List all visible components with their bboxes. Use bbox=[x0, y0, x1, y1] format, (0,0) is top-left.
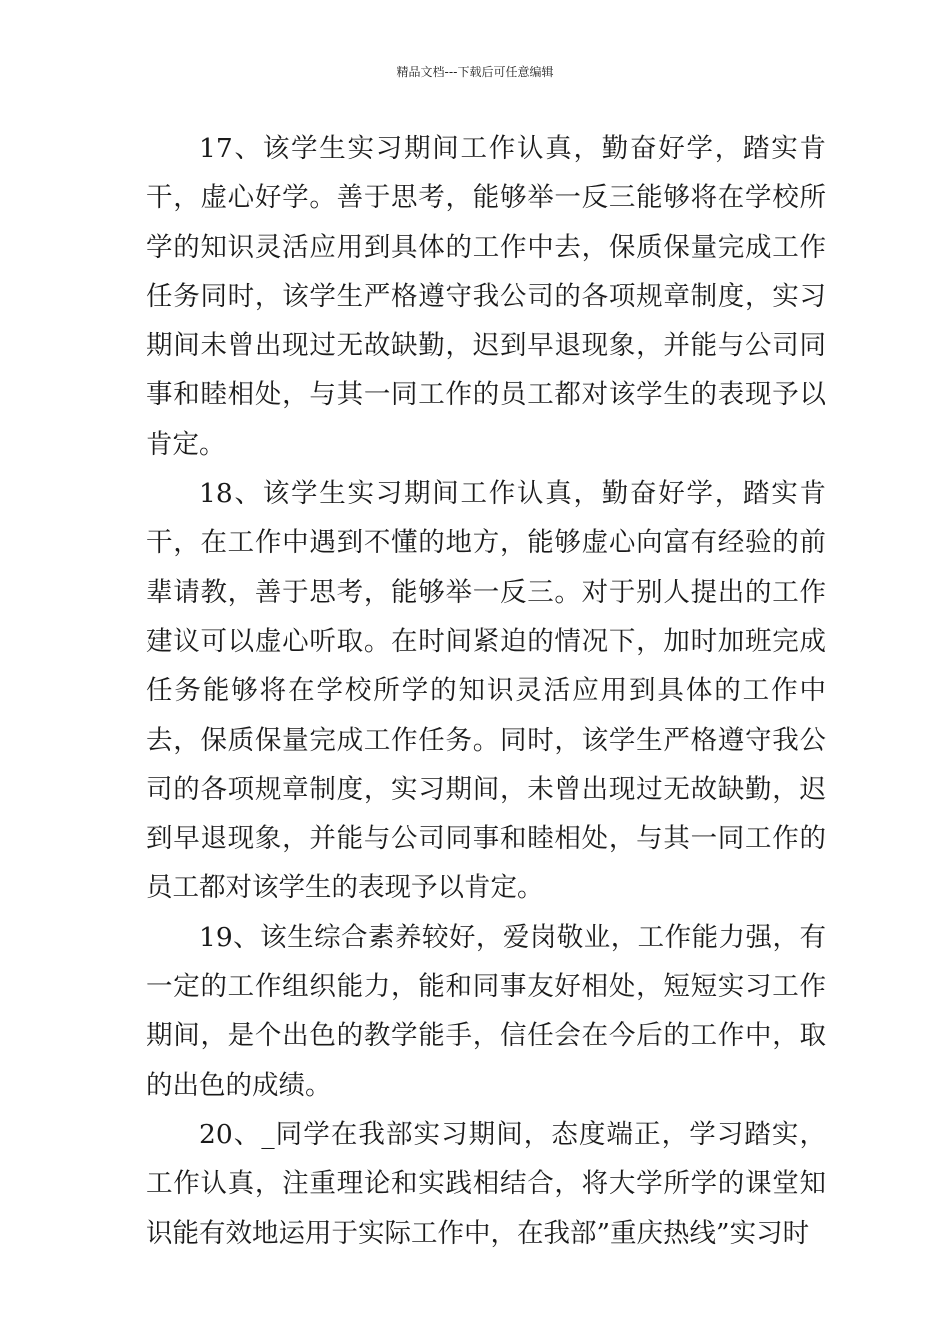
paragraph-17: 17、该学生实习期间工作认真，勤奋好学，踏实肯干，虚心好学。善于思考，能够举一反三能够将在学校所学的知识灵活应用到具体的工作中去，保质保量完成工作任务同时，该学生严格遵守我公司的各项规章制度，实习期间未曾出现过无故缺勤，迟到早退现象，并能与公司同事和睦相处，与其一同工作的员工都对该学生的表现予以肯定。 bbox=[146, 133, 826, 460]
paragraph-19: 19、该生综合素养较好，爱岗敬业，工作能力强，有一定的工作组织能力，能和同事友好相处，短短实习工作期间，是个出色的教学能手，信任会在今后的工作中，取的出色的成绩。 bbox=[146, 921, 826, 1101]
page-header: 精品文档---下载后可任意编辑 bbox=[396, 65, 554, 79]
document-body bbox=[146, 124, 826, 1258]
paragraph-20: 20、_同学在我部实习期间，态度端正，学习踏实，工作认真，注重理论和实践相结合，将大学所学的课堂知识能有效地运用于实际工作中，在我部”重庆热线”实习时 bbox=[146, 1118, 826, 1249]
paragraph-18: 18、该学生实习期间工作认真，勤奋好学，踏实肯干，在工作中遇到不懂的地方，能够虚心向富有经验的前辈请教，善于思考，能够举一反三。对于别人提出的工作建议可以虚心听取。在时间紧迫的情况下，加时加班完成任务能够将在学校所学的知识灵活应用到具体的工作中去，保质保量完成工作任务。同时，该学生严格遵守我公司的各项规章制度，实习期间，未曾出现过无故缺勤，迟到早退现象，并能与公司同事和睦相处，与其一同工作的员工都对该学生的表现予以肯定。 bbox=[146, 478, 826, 904]
